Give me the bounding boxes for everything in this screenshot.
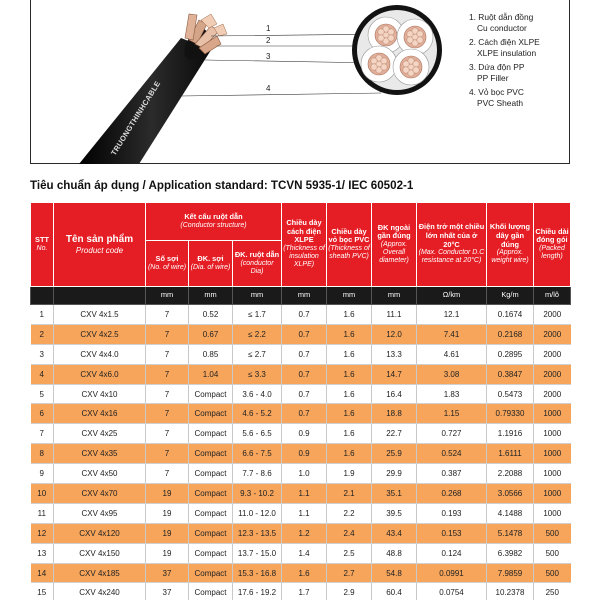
cell-wire-dia: 1.04 [189, 364, 233, 384]
cell-insulation-thickness: 0.7 [282, 305, 327, 325]
cable-diagram-panel [30, 0, 570, 164]
cell-weight: 2.2088 [487, 464, 534, 484]
cell-sheath-thickness: 1.6 [327, 324, 372, 344]
cell-product-code: CXV 4x185 [54, 563, 146, 583]
cell-sheath-thickness: 1.9 [327, 464, 372, 484]
legend-en: PP Filler [477, 73, 509, 83]
cell-stt: 3 [31, 344, 54, 364]
cell-sheath-thickness: 1.6 [327, 384, 372, 404]
cell-conductor-dia: 4.6 - 5.2 [233, 404, 282, 424]
header-structure: Kết cấu ruột dẫn (Conductor structure) [146, 203, 282, 241]
legend-item [469, 12, 599, 34]
cell-stt: 7 [31, 424, 54, 444]
table-row [31, 503, 571, 523]
cell-stt: 5 [31, 384, 54, 404]
component-legend [469, 12, 599, 112]
cell-stt: 14 [31, 563, 54, 583]
cell-product-code: CXV 4x70 [54, 484, 146, 504]
cell-overall-diameter: 54.8 [372, 563, 417, 583]
cell-product-code: CXV 4x95 [54, 503, 146, 523]
cell-insulation-thickness: 0.9 [282, 444, 327, 464]
callout-4: 4 [266, 84, 271, 93]
cell-resistance: 1.83 [417, 384, 487, 404]
cell-wire-dia: Compact [189, 503, 233, 523]
cell-product-code: CXV 4x240 [54, 583, 146, 600]
cell-num-wire: 7 [146, 404, 189, 424]
cell-insulation-thickness: 0.7 [282, 384, 327, 404]
cell-conductor-dia: 6.6 - 7.5 [233, 444, 282, 464]
cell-stt: 9 [31, 464, 54, 484]
legend-vi: 3. Dứa độn PP [469, 62, 525, 72]
cell-overall-diameter: 14.7 [372, 364, 417, 384]
table-row [31, 523, 571, 543]
cell-overall-diameter: 13.3 [372, 344, 417, 364]
cell-wire-dia: Compact [189, 444, 233, 464]
table-row [31, 404, 571, 424]
cell-packed-length: 250 [534, 583, 571, 600]
cell-weight: 4.1488 [487, 503, 534, 523]
cell-conductor-dia: ≤ 2.7 [233, 344, 282, 364]
legend-vi: 1. Ruột dẫn đồng [469, 12, 534, 22]
cell-wire-dia: Compact [189, 404, 233, 424]
cell-packed-length: 500 [534, 543, 571, 563]
cell-weight: 0.5473 [487, 384, 534, 404]
cell-product-code: CXV 4x150 [54, 543, 146, 563]
cell-overall-diameter: 29.9 [372, 464, 417, 484]
cell-overall-diameter: 39.5 [372, 503, 417, 523]
cell-stt: 13 [31, 543, 54, 563]
cell-num-wire: 19 [146, 503, 189, 523]
header-packing: Chiều dài đóng gói (Packed length) [534, 203, 571, 287]
cell-insulation-thickness: 1.1 [282, 484, 327, 504]
cell-stt: 8 [31, 444, 54, 464]
cell-product-code: CXV 4x4.0 [54, 344, 146, 364]
legend-en: PVC Sheath [477, 98, 524, 108]
cell-num-wire: 37 [146, 583, 189, 600]
cell-insulation-thickness: 0.7 [282, 364, 327, 384]
cell-sheath-thickness: 1.6 [327, 364, 372, 384]
callout-2: 2 [266, 36, 271, 45]
table-row [31, 324, 571, 344]
cell-insulation-thickness: 1.1 [282, 503, 327, 523]
unit-cell: Kg/m [487, 287, 534, 305]
header-wire-dia: ĐK. sợi (Dia. of wire) [189, 241, 233, 287]
cell-wire-dia: Compact [189, 583, 233, 600]
cell-conductor-dia: 15.3 - 16.8 [233, 563, 282, 583]
cell-num-wire: 7 [146, 384, 189, 404]
cell-weight: 1.1916 [487, 424, 534, 444]
legend-vi: 2. Cách điện XLPE [469, 37, 540, 47]
cell-num-wire: 19 [146, 484, 189, 504]
cell-num-wire: 7 [146, 444, 189, 464]
cell-overall-diameter: 18.8 [372, 404, 417, 424]
cell-overall-diameter: 35.1 [372, 484, 417, 504]
cell-overall-diameter: 25.9 [372, 444, 417, 464]
cell-insulation-thickness: 1.2 [282, 523, 327, 543]
cell-sheath-thickness: 1.6 [327, 404, 372, 424]
cell-weight: 0.2895 [487, 344, 534, 364]
legend-item [469, 87, 599, 109]
cell-weight: 3.0566 [487, 484, 534, 504]
cell-sheath-thickness: 1.6 [327, 444, 372, 464]
cell-resistance: 0.268 [417, 484, 487, 504]
callout-1: 1 [266, 24, 271, 33]
cell-conductor-dia: 11.0 - 12.0 [233, 503, 282, 523]
cell-insulation-thickness: 0.7 [282, 324, 327, 344]
cell-resistance: 12.1 [417, 305, 487, 325]
cell-wire-dia: Compact [189, 523, 233, 543]
cell-resistance: 0.153 [417, 523, 487, 543]
cell-packed-length: 1000 [534, 424, 571, 444]
table-row [31, 444, 571, 464]
cell-num-wire: 7 [146, 344, 189, 364]
cell-num-wire: 7 [146, 324, 189, 344]
table-row [31, 344, 571, 364]
cell-resistance: 0.524 [417, 444, 487, 464]
cell-sheath-thickness: 2.7 [327, 563, 372, 583]
cell-conductor-dia: ≤ 1.7 [233, 305, 282, 325]
unit-cell: mm [233, 287, 282, 305]
unit-cell: mm [146, 287, 189, 305]
cell-packed-length: 2000 [534, 324, 571, 344]
cell-conductor-dia: 17.6 - 19.2 [233, 583, 282, 600]
cell-product-code: CXV 4x1.5 [54, 305, 146, 325]
header-num-wire: Số sợi (No. of wire) [146, 241, 189, 287]
standard-title: Tiêu chuẩn áp dụng / Application standard: TCVN 5935-1/ IEC 60502-1 [30, 179, 414, 192]
cell-weight: 5.1478 [487, 523, 534, 543]
cell-stt: 6 [31, 404, 54, 424]
unit-cell: mm [372, 287, 417, 305]
unit-cell: mm [189, 287, 233, 305]
header-weight: Khối lượng dây gần đúng (Approx. weight wire) [487, 203, 534, 287]
cell-wire-dia: 0.52 [189, 305, 233, 325]
cell-resistance: 3.08 [417, 364, 487, 384]
cell-num-wire: 19 [146, 523, 189, 543]
cell-insulation-thickness: 0.7 [282, 404, 327, 424]
cell-num-wire: 7 [146, 364, 189, 384]
cell-packed-length: 1000 [534, 404, 571, 424]
cell-conductor-dia: ≤ 3.3 [233, 364, 282, 384]
table-row [31, 543, 571, 563]
unit-cell: mm [282, 287, 327, 305]
legend-en: XLPE insulation [477, 48, 537, 58]
cell-sheath-thickness: 1.6 [327, 305, 372, 325]
cell-packed-length: 2000 [534, 344, 571, 364]
unit-cell: m/lô [534, 287, 571, 305]
cell-stt: 2 [31, 324, 54, 344]
cell-wire-dia: Compact [189, 424, 233, 444]
table-row [31, 583, 571, 600]
unit-cell [31, 287, 54, 305]
cell-conductor-dia: 12.3 - 13.5 [233, 523, 282, 543]
cell-resistance: 0.387 [417, 464, 487, 484]
cell-packed-length: 2000 [534, 364, 571, 384]
cell-num-wire: 7 [146, 305, 189, 325]
cell-stt: 12 [31, 523, 54, 543]
cell-resistance: 4.61 [417, 344, 487, 364]
table-row [31, 424, 571, 444]
cell-packed-length: 2000 [534, 305, 571, 325]
cell-overall-diameter: 22.7 [372, 424, 417, 444]
cell-num-wire: 19 [146, 543, 189, 563]
header-resistance: Điện trở một chiều lớn nhất của ở 20°C (Max. Conductor D.C resistance at 20°C) [417, 203, 487, 287]
cell-insulation-thickness: 1.7 [282, 583, 327, 600]
cell-overall-diameter: 16.4 [372, 384, 417, 404]
cell-conductor-dia: 5.6 - 6.5 [233, 424, 282, 444]
header-insulation-thickness: Chiều dày cách điện XLPE (Thickness of insulation XLPE) [282, 203, 327, 287]
cell-resistance: 0.124 [417, 543, 487, 563]
header-conductor-dia: ĐK. ruột dẫn (conductor Dia) [233, 241, 282, 287]
cell-product-code: CXV 4x16 [54, 404, 146, 424]
cell-num-wire: 7 [146, 424, 189, 444]
cell-weight: 0.2168 [487, 324, 534, 344]
cable-brand-text: TRUONGTHINHCABLE [109, 79, 163, 158]
cell-sheath-thickness: 2.2 [327, 503, 372, 523]
units-row [31, 287, 571, 305]
table-row [31, 484, 571, 504]
cell-wire-dia: Compact [189, 563, 233, 583]
cell-sheath-thickness: 2.1 [327, 484, 372, 504]
cell-resistance: 0.0754 [417, 583, 487, 600]
cell-sheath-thickness: 2.5 [327, 543, 372, 563]
table-row [31, 305, 571, 325]
cell-weight: 0.3847 [487, 364, 534, 384]
cell-packed-length: 500 [534, 563, 571, 583]
cell-wire-dia: 0.67 [189, 324, 233, 344]
cell-stt: 1 [31, 305, 54, 325]
cell-conductor-dia: 9.3 - 10.2 [233, 484, 282, 504]
cell-insulation-thickness: 0.7 [282, 344, 327, 364]
cell-resistance: 7.41 [417, 324, 487, 344]
cell-product-code: CXV 4x35 [54, 444, 146, 464]
cell-overall-diameter: 11.1 [372, 305, 417, 325]
header-sheath-thickness: Chiều dày vỏ bọc PVC (Thickness of sheath PVC) [327, 203, 372, 287]
cell-packed-length: 500 [534, 523, 571, 543]
cell-resistance: 0.727 [417, 424, 487, 444]
cell-num-wire: 37 [146, 563, 189, 583]
cell-insulation-thickness: 1.6 [282, 563, 327, 583]
header-overall-diameter: ĐK ngoài gần đúng (Approx. Overall diameter) [372, 203, 417, 287]
cell-insulation-thickness: 1.4 [282, 543, 327, 563]
cell-sheath-thickness: 2.4 [327, 523, 372, 543]
spec-table-wrapper [30, 202, 570, 600]
cell-packed-length: 1000 [534, 464, 571, 484]
cell-product-code: CXV 4x120 [54, 523, 146, 543]
cell-packed-length: 1000 [534, 503, 571, 523]
table-row [31, 563, 571, 583]
cell-product-code: CXV 4x2.5 [54, 324, 146, 344]
spec-table [30, 202, 571, 600]
cell-weight: 10.2378 [487, 583, 534, 600]
legend-vi: 4. Vỏ bọc PVC [469, 87, 524, 97]
spec-table-body [31, 305, 571, 600]
cell-weight: 0.1674 [487, 305, 534, 325]
cell-sheath-thickness: 2.9 [327, 583, 372, 600]
cell-conductor-dia: 13.7 - 15.0 [233, 543, 282, 563]
cell-sheath-thickness: 1.6 [327, 344, 372, 364]
cell-wire-dia: Compact [189, 464, 233, 484]
cell-wire-dia: Compact [189, 484, 233, 504]
cell-stt: 11 [31, 503, 54, 523]
legend-item [469, 37, 599, 59]
cell-overall-diameter: 12.0 [372, 324, 417, 344]
cell-num-wire: 7 [146, 464, 189, 484]
cell-packed-length: 2000 [534, 384, 571, 404]
cell-weight: 7.9859 [487, 563, 534, 583]
cell-product-code: CXV 4x6.0 [54, 364, 146, 384]
cell-wire-dia: Compact [189, 384, 233, 404]
cell-product-code: CXV 4x10 [54, 384, 146, 404]
cell-resistance: 0.193 [417, 503, 487, 523]
cell-wire-dia: 0.85 [189, 344, 233, 364]
legend-item [469, 62, 599, 84]
unit-cell [54, 287, 146, 305]
cell-packed-length: 1000 [534, 444, 571, 464]
cell-conductor-dia: 3.6 - 4.0 [233, 384, 282, 404]
table-row [31, 364, 571, 384]
unit-cell: Ω/km [417, 287, 487, 305]
cell-overall-diameter: 48.8 [372, 543, 417, 563]
cell-product-code: CXV 4x25 [54, 424, 146, 444]
header-stt: STT No. [31, 203, 54, 287]
cell-resistance: 1.15 [417, 404, 487, 424]
table-row [31, 464, 571, 484]
table-row [31, 384, 571, 404]
cell-overall-diameter: 43.4 [372, 523, 417, 543]
cell-stt: 15 [31, 583, 54, 600]
legend-en: Cu conductor [477, 23, 527, 33]
cell-stt: 10 [31, 484, 54, 504]
cell-insulation-thickness: 0.9 [282, 424, 327, 444]
cell-overall-diameter: 60.4 [372, 583, 417, 600]
cell-weight: 6.3982 [487, 543, 534, 563]
cell-stt: 4 [31, 364, 54, 384]
header-product: Tên sản phẩm Product code [54, 203, 146, 287]
unit-cell: mm [327, 287, 372, 305]
cell-product-code: CXV 4x50 [54, 464, 146, 484]
cell-insulation-thickness: 1.0 [282, 464, 327, 484]
callout-3: 3 [266, 52, 271, 61]
cell-conductor-dia: ≤ 2.2 [233, 324, 282, 344]
cell-resistance: 0.0991 [417, 563, 487, 583]
cell-sheath-thickness: 1.6 [327, 424, 372, 444]
cell-weight: 0.79330 [487, 404, 534, 424]
cell-packed-length: 1000 [534, 484, 571, 504]
cell-wire-dia: Compact [189, 543, 233, 563]
cell-conductor-dia: 7.7 - 8.6 [233, 464, 282, 484]
cell-weight: 1.6111 [487, 444, 534, 464]
cable-cross-section [352, 5, 442, 95]
